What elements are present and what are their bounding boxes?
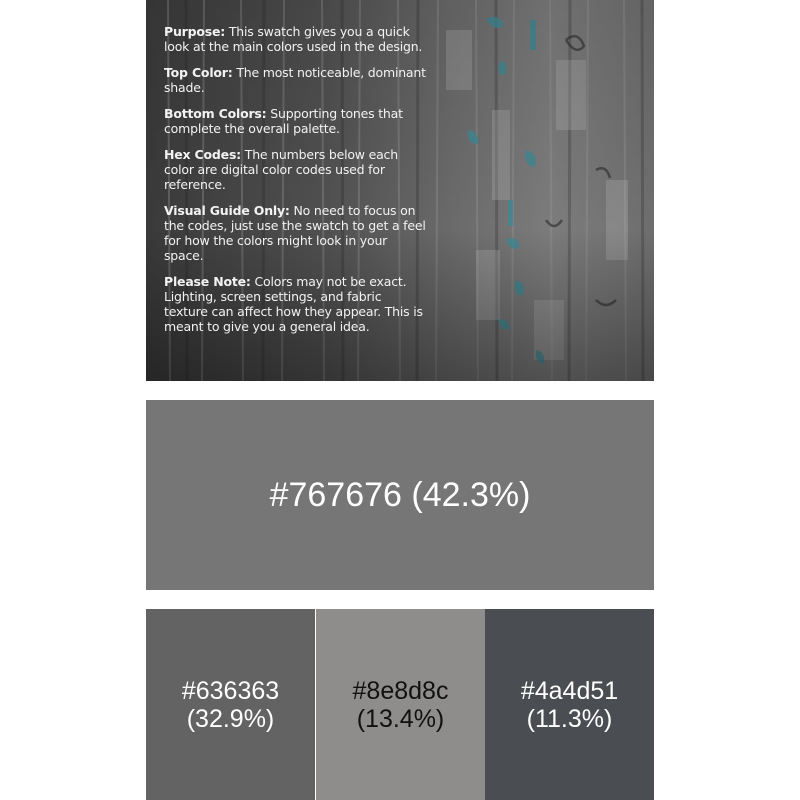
bottom-color-2-percent: (13.4%) [356, 704, 445, 733]
info-top-color-text: The most noticeable, dominant shade. [164, 65, 426, 95]
bottom-color-swatch-1 [146, 609, 315, 800]
info-purpose [164, 24, 426, 54]
info-visual-guide [164, 203, 426, 263]
swatch-info-text [164, 24, 426, 345]
info-please-note [164, 274, 426, 334]
fabric-texture-panel [146, 0, 654, 381]
bottom-color-swatch-2 [316, 609, 485, 800]
info-bottom-colors-heading: Bottom Colors: [164, 106, 267, 121]
info-purpose-text: This swatch gives you a quick look at the main colors used in the design. [164, 24, 423, 54]
bottom-color-1-hex: #636363 [181, 676, 280, 705]
info-hex-codes [164, 147, 426, 192]
info-bottom-colors-text: Supporting tones that complete the overall palette. [164, 106, 403, 136]
info-hex-codes-text: The numbers below each color are digital color codes used for reference. [164, 147, 398, 192]
info-purpose-heading: Purpose: [164, 24, 226, 39]
info-please-note-text: Colors may not be exact. Lighting, screen settings, and fabric texture can affect how they appear. This is meant to give you a general idea. [164, 274, 423, 334]
bottom-color-1-percent: (32.9%) [186, 704, 275, 733]
bottom-color-swatch-3 [485, 609, 654, 800]
info-hex-codes-heading: Hex Codes: [164, 147, 241, 162]
info-top-color [164, 65, 426, 95]
top-color-swatch [146, 400, 654, 590]
info-bottom-colors [164, 106, 426, 136]
bottom-color-2-hex: #8e8d8c [352, 676, 449, 705]
bottom-color-3-percent: (11.3%) [526, 704, 613, 733]
info-visual-guide-heading: Visual Guide Only: [164, 203, 290, 218]
info-please-note-heading: Please Note: [164, 274, 251, 289]
info-visual-guide-text: No need to focus on the codes, just use the swatch to get a feel for how the colors might look in your space. [164, 203, 426, 263]
info-top-color-heading: Top Color: [164, 65, 233, 80]
top-color-label: #767676 (42.3%) [269, 475, 531, 514]
bottom-color-3-hex: #4a4d51 [520, 676, 619, 705]
